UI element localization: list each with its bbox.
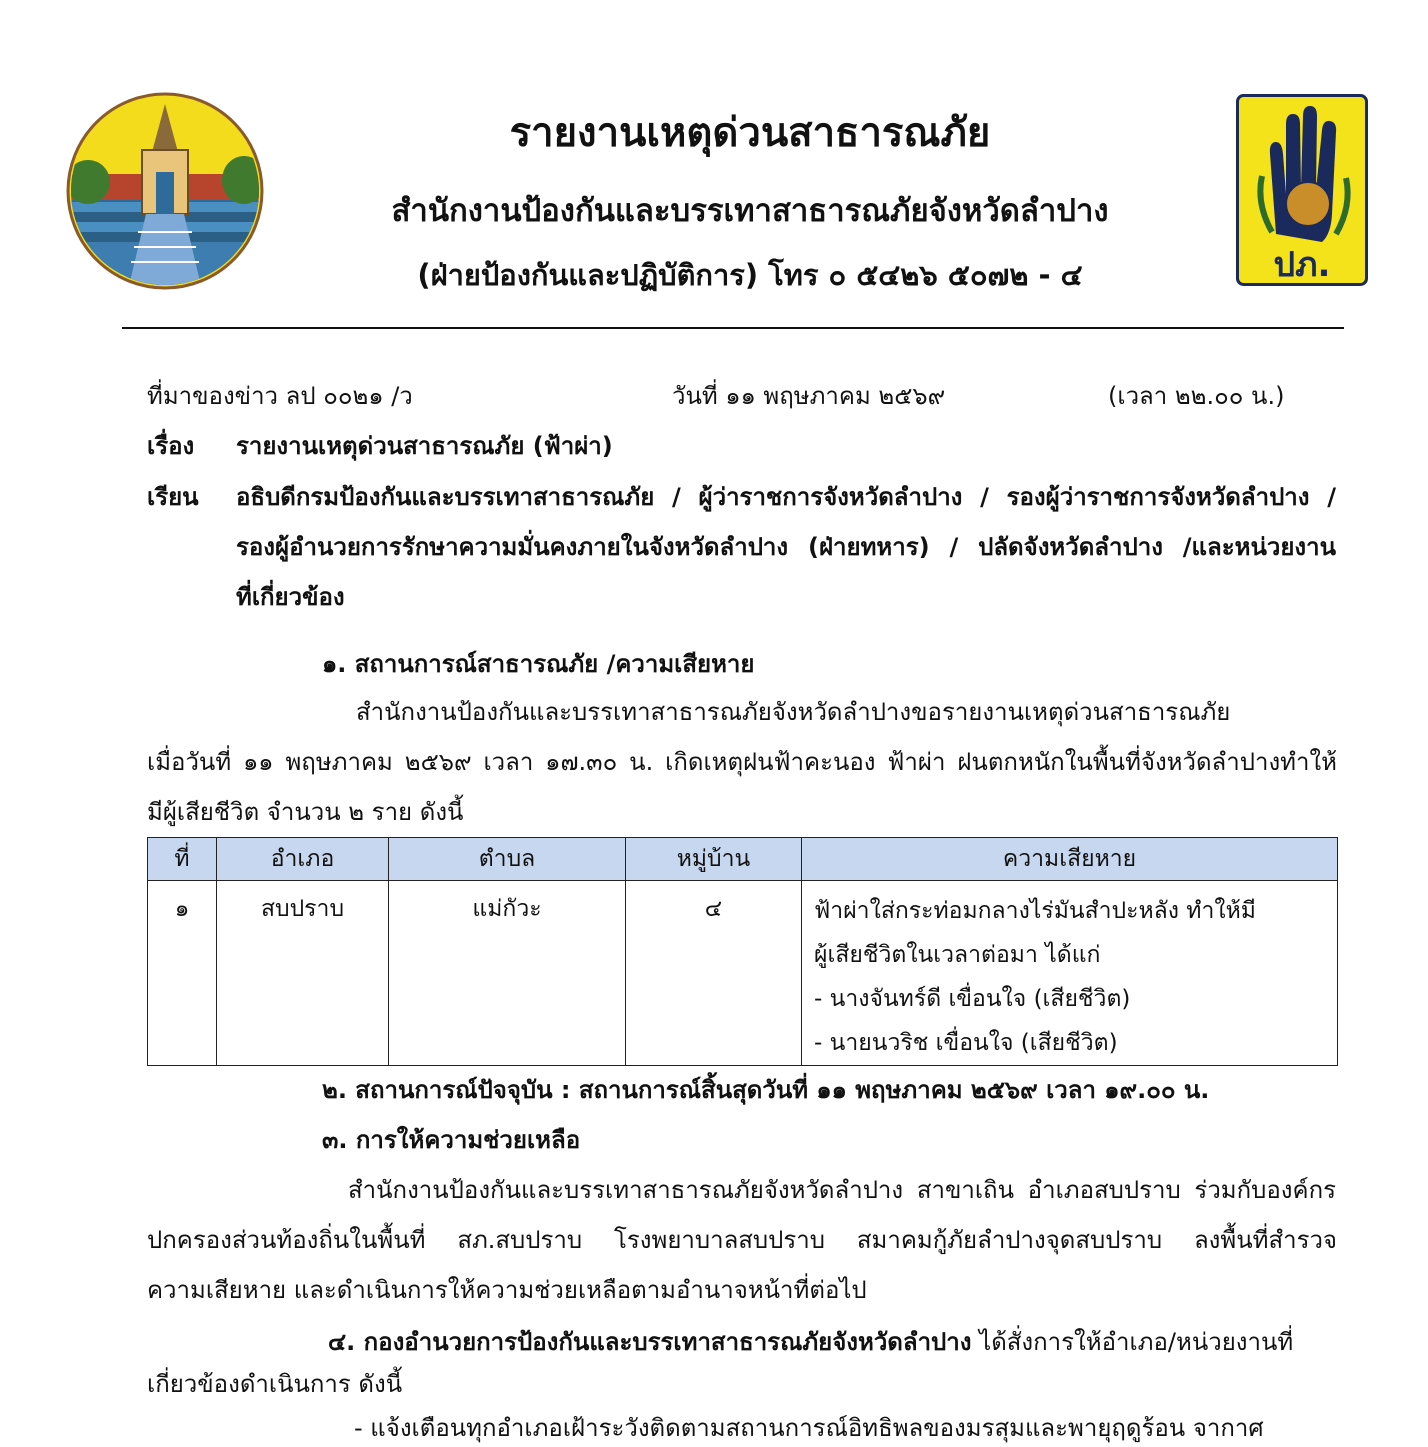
report-date: วันที่ ๑๑ พฤษภาคม ๒๕๖๙ [672, 382, 946, 410]
section2-text: ๒. สถานการณ์ปัจจุบัน : สถานการณ์สิ้นสุดวันที่ ๑๑ พฤษภาคม ๒๕๖๙ เวลา ๑๙.๐๐ น. [322, 1076, 1210, 1104]
table-header-row [148, 838, 1338, 881]
damage-line-2: ผู้เสียชีวิตในเวลาต่อมา ได้แก่ [814, 942, 1101, 968]
section1-line-3: มีผู้เสียชีวิต จำนวน ๒ ราย ดังนี้ [147, 798, 464, 826]
section4-heading: ๔. กองอำนวยการป้องกันและบรรเทาสาธารณภัยจังหวัดลำปาง [328, 1328, 972, 1356]
section1-line-1: สำนักงานป้องกันและบรรเทาสาธารณภัยจังหวัดลำปางขอรายงานเหตุด่วนสาธารณภัย [356, 698, 1231, 726]
damage-line-4: - นายนวริช เขื่อนใจ (เสียชีวิต) [814, 1030, 1118, 1056]
section4-rest: ได้สั่งการให้อำเภอ/หน่วยงานที่ [971, 1328, 1294, 1356]
provincial-seal-logo [66, 92, 264, 290]
section3-line-2: ปกครองส่วนท้องถิ่นในพื้นที่ สภ.สบปราบ โรงพยาบาลสบปราบ สมาคมกู้ภัยลำปางจุดสบปราบ ลงพื้นที่สำรวจ [147, 1226, 1337, 1254]
section4-line-1 [328, 1322, 1336, 1361]
subject-text: รายงานเหตุด่วนสาธารณภัย (ฟ้าผ่า) [236, 432, 613, 460]
office-contact: (ฝ่ายป้องกันและปฏิบัติการ) โทร ๐ ๕๔๒๖ ๕๐๗๒ - ๔ [417, 258, 1083, 292]
table-row [148, 881, 1338, 1066]
section1-line-2: เมื่อวันที่ ๑๑ พฤษภาคม ๒๕๖๙ เวลา ๑๗.๓๐ น. เกิดเหตุฝนฟ้าคะนอง ฟ้าผ่า ฝนตกหนักในพื้นที่จังหวัดลำปางทำให้ [147, 748, 1337, 776]
cell-damage [802, 881, 1338, 1066]
col-header-village: หมู่บ้าน [626, 838, 802, 881]
office-name: สำนักงานป้องกันและบรรเทาสาธารณภัยจังหวัดลำปาง [391, 193, 1109, 229]
cell-village: ๔ [626, 881, 802, 1066]
ddpm-hand-logo [1236, 94, 1368, 286]
col-header-subdistrict: ตำบล [389, 838, 626, 881]
col-header-damage: ความเสียหาย [802, 838, 1338, 881]
section1-heading: ๑. สถานการณ์สาธารณภัย /ความเสียหาย [322, 650, 755, 678]
to-line-3: ที่เกี่ยวข้อง [236, 583, 345, 611]
news-source: ที่มาของข่าว ลป ๐๐๒๑ /ว [147, 382, 413, 410]
report-title: รายงานเหตุด่วนสาธารณภัย [509, 110, 991, 156]
cell-subdistrict: แม่กัวะ [389, 881, 626, 1066]
damage-table [147, 837, 1338, 1066]
subject-label: เรื่อง [147, 432, 195, 460]
to-line-2: รองผู้อำนวยการรักษาความมั่นคงภายในจังหวัดลำปาง (ฝ่ายทหาร) / ปลัดจังหวัดลำปาง /และหน่วยงาน [236, 533, 1336, 561]
damage-line-1: ฟ้าผ่าใส่กระท่อมกลางไร่มันสำปะหลัง ทำให้มี [814, 898, 1256, 924]
header-divider [122, 327, 1344, 329]
to-line-1: อธิบดีกรมป้องกันและบรรเทาสาธารณภัย / ผู้ว่าราชการจังหวัดลำปาง / รองผู้ว่าราชการจังหวัดลำปาง / [236, 483, 1336, 511]
section3-line-3: ความเสียหาย และดำเนินการให้ความช่วยเหลือตามอำนาจหน้าที่ต่อไป [147, 1276, 867, 1304]
section3-line-1: สำนักงานป้องกันและบรรเทาสาธารณภัยจังหวัดลำปาง สาขาเถิน อำเภอสบปราบ ร่วมกับองค์กร [348, 1176, 1336, 1204]
cell-district: สบปราบ [217, 881, 389, 1066]
col-header-district: อำเภอ [217, 838, 389, 881]
report-time: (เวลา ๒๒.๐๐ น.) [1108, 382, 1285, 410]
col-header-no: ที่ [148, 838, 217, 881]
logo-text: ปภ. [1273, 245, 1331, 285]
section4-line-3: - แจ้งเตือนทุกอำเภอเฝ้าระวังติดตามสถานการณ์อิทธิพลของมรสุมและพายุฤดูร้อน จากาศ [354, 1414, 1264, 1442]
cell-no: ๑ [148, 881, 217, 1066]
section3-heading: ๓. การให้ความช่วยเหลือ [322, 1126, 581, 1154]
to-label: เรียน [147, 483, 199, 511]
damage-line-3: - นางจันทร์ดี เขื่อนใจ (เสียชีวิต) [814, 986, 1131, 1012]
section4-line-2: เกี่ยวข้องดำเนินการ ดังนี้ [147, 1370, 403, 1398]
